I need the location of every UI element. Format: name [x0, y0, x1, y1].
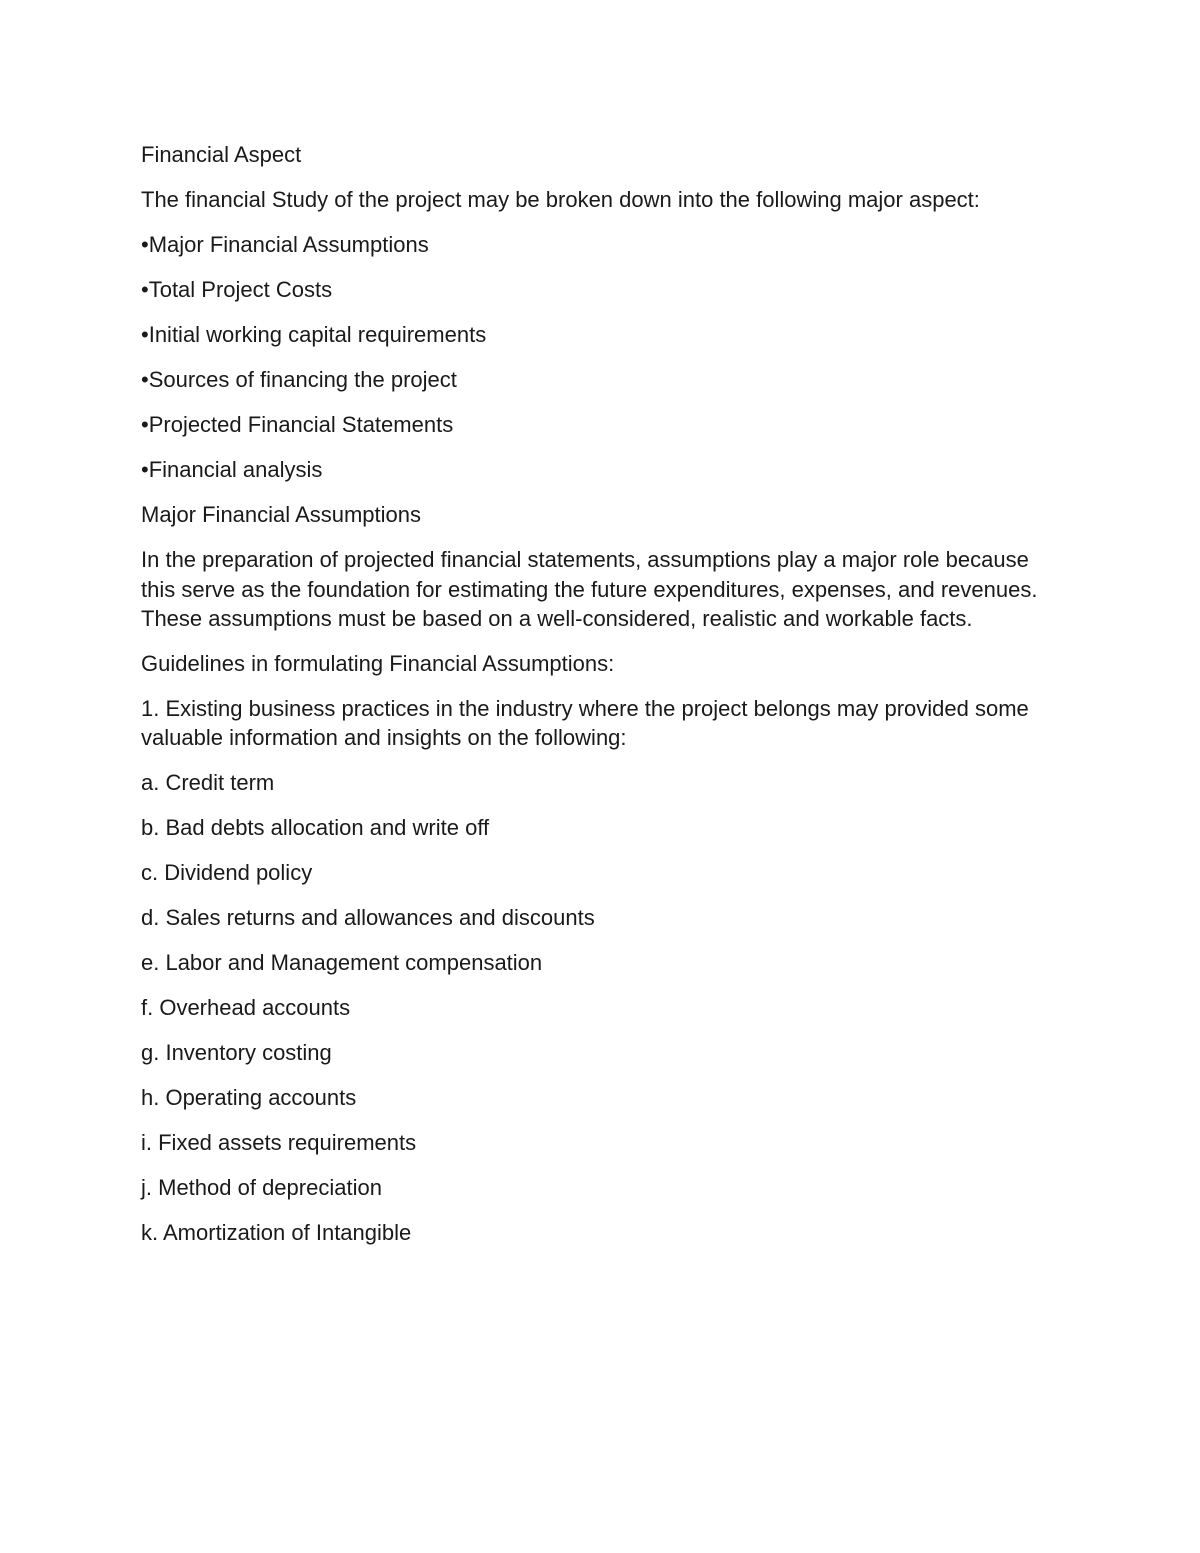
list-item: c. Dividend policy — [141, 859, 313, 885]
bullet-icon: • — [141, 277, 149, 302]
bullet-item — [141, 455, 1041, 485]
bullet-icon: • — [141, 412, 149, 437]
list-item: d. Sales returns and allowances and discounts — [141, 904, 595, 930]
bullet-text: Sources of financing the project — [148, 367, 457, 392]
bullet-icon: • — [141, 322, 149, 347]
bullet-text: Projected Financial Statements — [148, 412, 454, 437]
list-item: a. Credit term — [141, 769, 275, 795]
guidelines-heading: Guidelines in formulating Financial Assumptions: — [141, 650, 615, 676]
bullet-text: Initial working capital requirements — [148, 322, 487, 347]
document-title: Financial Aspect — [141, 142, 302, 167]
lettered-list — [141, 768, 1041, 1248]
list-item: b. Bad debts allocation and write off — [141, 814, 490, 840]
bullet-item — [141, 365, 1041, 395]
list-item: k. Amortization of Intangible — [141, 1219, 412, 1245]
bullet-icon: • — [141, 457, 149, 482]
bullet-item — [141, 320, 1041, 350]
intro-text: The financial Study of the project may be broken down into the following major aspect: — [141, 187, 980, 212]
list-item: e. Labor and Management compensation — [141, 949, 543, 975]
bullet-text: Financial analysis — [148, 457, 323, 482]
bullet-icon: • — [141, 232, 149, 257]
bullet-item — [141, 275, 1041, 305]
bullet-item — [141, 230, 1041, 260]
section-paragraph: In the preparation of projected financial statements, assumptions play a major role because this serve as the foundation for estimating the future expenditures, expenses, and revenues. These assumptions must be based on a well-considered, realistic and workable facts. — [141, 547, 1038, 631]
list-item: g. Inventory costing — [141, 1039, 332, 1065]
bullet-icon: • — [141, 367, 149, 392]
bullet-item — [141, 410, 1041, 440]
bullet-list — [141, 230, 1041, 485]
guideline-item: 1. Existing business practices in the industry where the project belongs may provided some valuable information and insights on the following: — [141, 695, 1029, 750]
document-body — [141, 140, 1041, 1263]
bullet-text: Total Project Costs — [148, 277, 333, 302]
bullet-text: Major Financial Assumptions — [148, 232, 429, 257]
list-item: j. Method of depreciation — [141, 1174, 382, 1200]
list-item: h. Operating accounts — [141, 1084, 357, 1110]
section-heading: Major Financial Assumptions — [141, 502, 422, 527]
list-item: i. Fixed assets requirements — [141, 1129, 417, 1155]
list-item: f. Overhead accounts — [141, 994, 351, 1020]
